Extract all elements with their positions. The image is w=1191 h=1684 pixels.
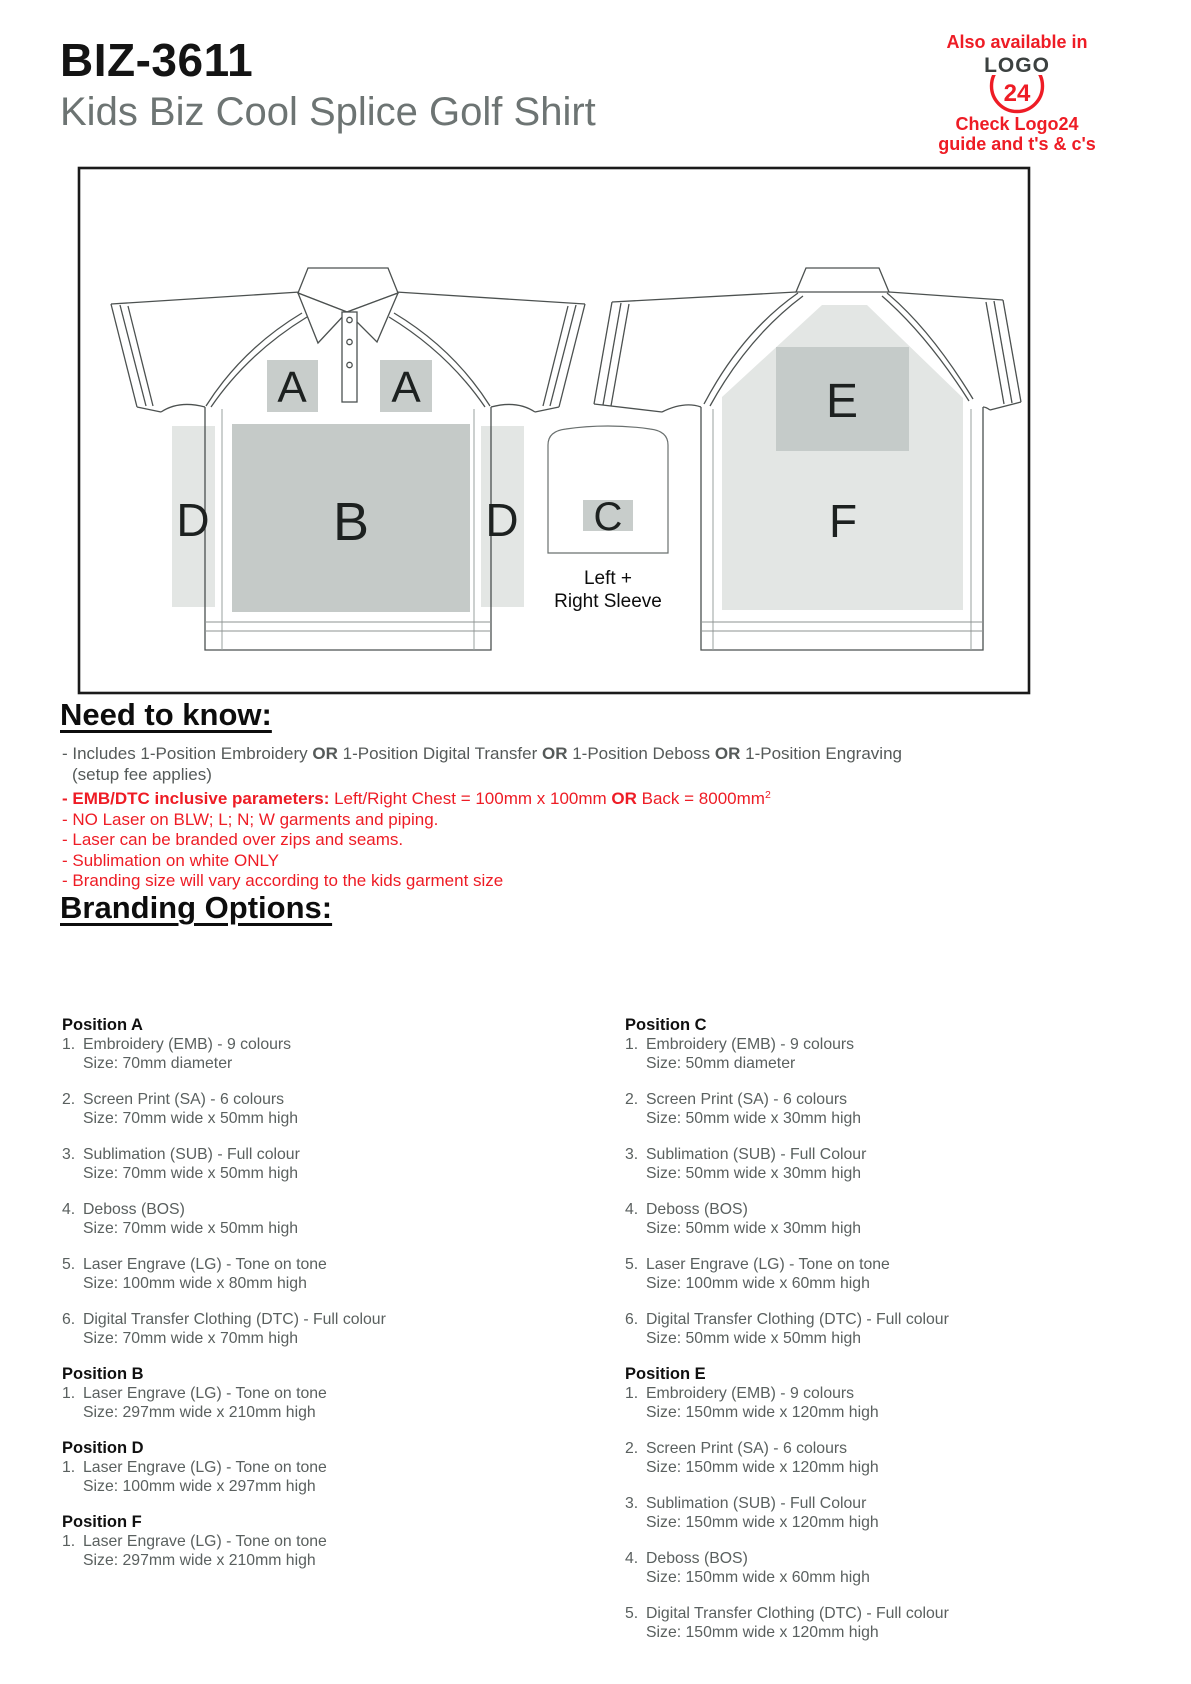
branding-option-name: 4. Deboss (BOS) (62, 1201, 185, 1218)
branding-option-name: 5. Laser Engrave (LG) - Tone on tone (625, 1256, 890, 1273)
zone-label-b: B (332, 492, 370, 552)
branding-option-name: 2. Screen Print (SA) - 6 colours (62, 1091, 285, 1108)
branding-option-item (625, 1090, 1145, 1128)
branding-option-name: 2. Screen Print (SA) - 6 colours (625, 1440, 848, 1457)
sleeve-caption-line2: Right Sleeve (554, 591, 662, 612)
zone-label-e: E (825, 375, 859, 428)
branding-option-size: Size: 70mm diameter (83, 1055, 233, 1072)
branding-option-size: Size: 150mm wide x 120mm high (646, 1404, 879, 1421)
branding-option-item (62, 1384, 582, 1422)
branding-options-heading: Branding Options: (60, 890, 333, 925)
logo24-tagline: Also available in (946, 32, 1088, 52)
logo24-note-line2: guide and t's & c's (938, 134, 1096, 154)
branding-option-size: Size: 70mm wide x 70mm high (83, 1330, 299, 1347)
logo24-block (872, 32, 1162, 154)
need-to-know-line: (setup fee applies) (72, 764, 212, 784)
position-header: Position D (62, 1439, 144, 1457)
need-to-know-line: - Branding size will vary according to the kids garment size (62, 871, 504, 890)
branding-option-item (625, 1384, 1145, 1422)
branding-option-item (625, 1549, 1145, 1587)
branding-option-item (625, 1035, 1145, 1073)
zone-label-f: F (828, 495, 858, 547)
need-to-know-heading: Need to know: (60, 697, 272, 732)
branding-option-name: 1. Laser Engrave (LG) - Tone on tone (62, 1533, 327, 1550)
branding-option-size: Size: 50mm diameter (646, 1055, 796, 1072)
branding-option-item (625, 1494, 1145, 1532)
branding-option-size: Size: 70mm wide x 50mm high (83, 1220, 299, 1237)
branding-option-item (625, 1439, 1145, 1477)
branding-option-item (62, 1035, 582, 1073)
branding-option-size: Size: 150mm wide x 120mm high (646, 1459, 879, 1476)
branding-option-name: 2. Screen Print (SA) - 6 colours (625, 1091, 848, 1108)
back-collar (796, 268, 889, 292)
branding-option-name: 6. Digital Transfer Clothing (DTC) - Full colour (625, 1311, 949, 1328)
zone-label-a-right: A (391, 363, 421, 412)
back-branding-zones (722, 305, 963, 610)
branding-option-size: Size: 100mm wide x 80mm high (83, 1275, 307, 1292)
branding-option-item (625, 1310, 1145, 1348)
button-icon (347, 362, 352, 367)
branding-option-item (62, 1090, 582, 1128)
button-icon (347, 339, 352, 344)
branding-option-item (62, 1255, 582, 1293)
logo24-note-line1: Check Logo24 (955, 114, 1079, 134)
branding-option-size: Size: 50mm wide x 30mm high (646, 1220, 862, 1237)
branding-option-item (62, 1310, 582, 1348)
branding-option-name: 6. Digital Transfer Clothing (DTC) - Full colour (62, 1311, 386, 1328)
position-header: Position C (625, 1016, 707, 1034)
position-header: Position E (625, 1365, 706, 1383)
logo24-number: 24 (1003, 80, 1031, 107)
sleeve-caption-line1: Left + (583, 568, 633, 589)
position-header: Position B (62, 1365, 144, 1383)
front-placket (342, 312, 357, 402)
branding-option-item (62, 1458, 582, 1496)
need-to-know-line: - EMB/DTC inclusive parameters: Left/Right Chest = 100mm x 100mm OR Back = $8000mm^2$ (62, 789, 771, 808)
branding-options-column-right (625, 1016, 1145, 1659)
branding-option-name: 5. Laser Engrave (LG) - Tone on tone (62, 1256, 327, 1273)
branding-option-item (62, 1200, 582, 1238)
branding-option-name: 1. Laser Engrave (LG) - Tone on tone (62, 1385, 327, 1402)
branding-option-name: 4. Deboss (BOS) (625, 1550, 748, 1567)
branding-option-item (625, 1604, 1145, 1642)
branding-option-size: Size: 297mm wide x 210mm high (83, 1404, 316, 1421)
branding-option-name: 3. Sublimation (SUB) - Full Colour (625, 1495, 867, 1512)
branding-option-item (62, 1145, 582, 1183)
need-to-know-line: - Laser can be branded over zips and seams. (62, 830, 404, 849)
button-icon (347, 317, 352, 322)
need-to-know-line: - Sublimation on white ONLY (62, 850, 280, 870)
branding-option-size: Size: 297mm wide x 210mm high (83, 1552, 316, 1569)
branding-option-item (625, 1145, 1145, 1183)
branding-option-item (625, 1200, 1145, 1238)
branding-option-name: 3. Sublimation (SUB) - Full Colour (625, 1146, 867, 1163)
zone-label-d-left: D (176, 494, 210, 546)
product-name: Kids Biz Cool Splice Golf Shirt (60, 90, 596, 134)
branding-option-size: Size: 70mm wide x 50mm high (83, 1110, 299, 1127)
branding-option-size: Size: 100mm wide x 60mm high (646, 1275, 870, 1292)
branding-option-name: 1. Laser Engrave (LG) - Tone on tone (62, 1459, 327, 1476)
zone-label-a-left: A (277, 363, 307, 412)
branding-option-size: Size: 150mm wide x 120mm high (646, 1514, 879, 1531)
branding-option-name: 1. Embroidery (EMB) - 9 colours (625, 1385, 855, 1402)
position-header: Position F (62, 1513, 142, 1531)
need-to-know-line: - NO Laser on BLW; L; N; W garments and piping. (62, 809, 439, 829)
branding-option-size: Size: 50mm wide x 30mm high (646, 1110, 862, 1127)
zone-label-d-right: D (485, 494, 519, 546)
product-code: BIZ-3611 (60, 34, 254, 86)
branding-option-name: 4. Deboss (BOS) (625, 1201, 748, 1218)
branding-option-size: Size: 150mm wide x 120mm high (646, 1624, 879, 1641)
branding-option-size: Size: 70mm wide x 50mm high (83, 1165, 299, 1182)
branding-option-size: Size: 50mm wide x 30mm high (646, 1165, 862, 1182)
branding-option-name: 5. Digital Transfer Clothing (DTC) - Full colour (625, 1605, 949, 1622)
branding-option-size: Size: 150mm wide x 60mm high (646, 1569, 870, 1586)
branding-option-size: Size: 100mm wide x 297mm high (83, 1478, 316, 1495)
branding-option-name: 1. Embroidery (EMB) - 9 colours (62, 1036, 292, 1053)
branding-options-column-left (62, 1016, 582, 1587)
branding-option-name: 3. Sublimation (SUB) - Full colour (62, 1146, 300, 1163)
branding-option-size: Size: 50mm wide x 50mm high (646, 1330, 862, 1347)
need-to-know-line: - Includes 1-Position Embroidery OR 1-Position Digital Transfer OR 1-Position Deboss OR 1-Position Engraving (62, 744, 902, 763)
need-to-know-list (62, 744, 1152, 892)
logo24-logo-icon (961, 54, 1073, 114)
branding-option-item (625, 1255, 1145, 1293)
branding-option-name: 1. Embroidery (EMB) - 9 colours (625, 1036, 855, 1053)
position-header: Position A (62, 1016, 143, 1034)
logo24-word: LOGO (984, 54, 1050, 77)
sleeve-caption (554, 568, 662, 612)
zone-label-c: C (593, 495, 623, 539)
branding-option-item (62, 1532, 582, 1570)
